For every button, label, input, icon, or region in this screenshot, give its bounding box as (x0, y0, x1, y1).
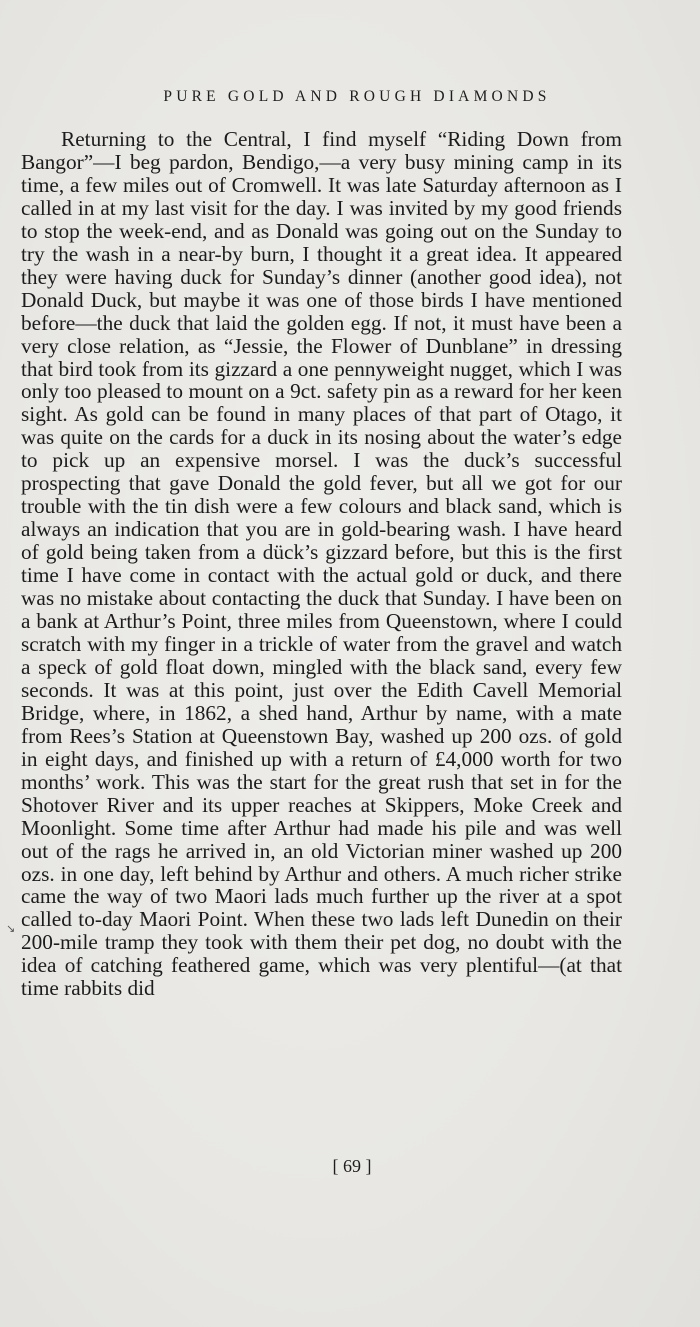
margin-mark-icon: ↘ (6, 922, 16, 935)
running-head: PURE GOLD AND ROUGH DIAMONDS (163, 88, 551, 105)
page-number: [ 69 ] (332, 1156, 372, 1176)
body-paragraph: Returning to the Central, I find myself “Riding Down from Bangor”—I beg pardon, Bendigo,—a very busy mining camp in its time, a few miles out of Cromwell. It was late Saturday afternoon as I called in at my last visit for the day. I was invited by my good friends to stop the week-end, and as Donald was going out on the Sunday to try the wash in a near-by burn, I thought it a great idea. It appeared they were having duck for Sunday’s dinner (another good idea), not Donald Duck, but maybe it was one of those birds I have mentioned before—the duck that laid the golden egg. If not, it must have been a very close relation, as “Jessie, the Flower of Dunblane” in dressing that bird took from its gizzard a one pennyweight nugget, which I was only too pleased to mount on a 9ct. safety pin as a reward for her keen sight. As gold can be found in many places of that part of Otago, it was quite on the cards for a duck in its nosing about the water’s edge to pick up an expensive morsel. I was the duck’s successful prospecting that gave Donald the gold fever, but all we got for our trouble with the tin dish were a few colours and black sand, which is always an indication that you are in gold-bearing wash. I have heard of gold being taken from a dück’s gizzard before, but this is the first time I have come in contact with the actual gold or duck, and there was no mistake about contacting the duck that Sunday. I have been on a bank at Arthur’s Point, three miles from Queenstown, where I could scratch with my finger in a trickle of water from the gravel and watch a speck of gold float down, mingled with the black sand, every few seconds. It was at this point, just over the Edith Cavell Memorial Bridge, where, in 1862, a shed hand, Arthur by name, with a mate from Rees’s Station at Queenstown Bay, washed up 200 ozs. of gold in eight days, and finished up with a return of £4,000 worth for two months’ work. This was the start for the great rush that set in for the Shotover River and its upper reaches at Skippers, Moke Creek and Moonlight. Some time after Arthur had made his pile and was well out of the rags he arrived in, an old Victorian miner washed up 200 ozs. in one day, left behind by Arthur and others. A much richer strike came the way of two Maori lads much further up the river at a spot called to-day Maori Point. When these two lads left Dunedin on their 200-mile tramp they took with them their pet dog, no doubt with the idea of catching feathered game, which was very plentiful—(at that time rabbits did (21, 127, 622, 1001)
